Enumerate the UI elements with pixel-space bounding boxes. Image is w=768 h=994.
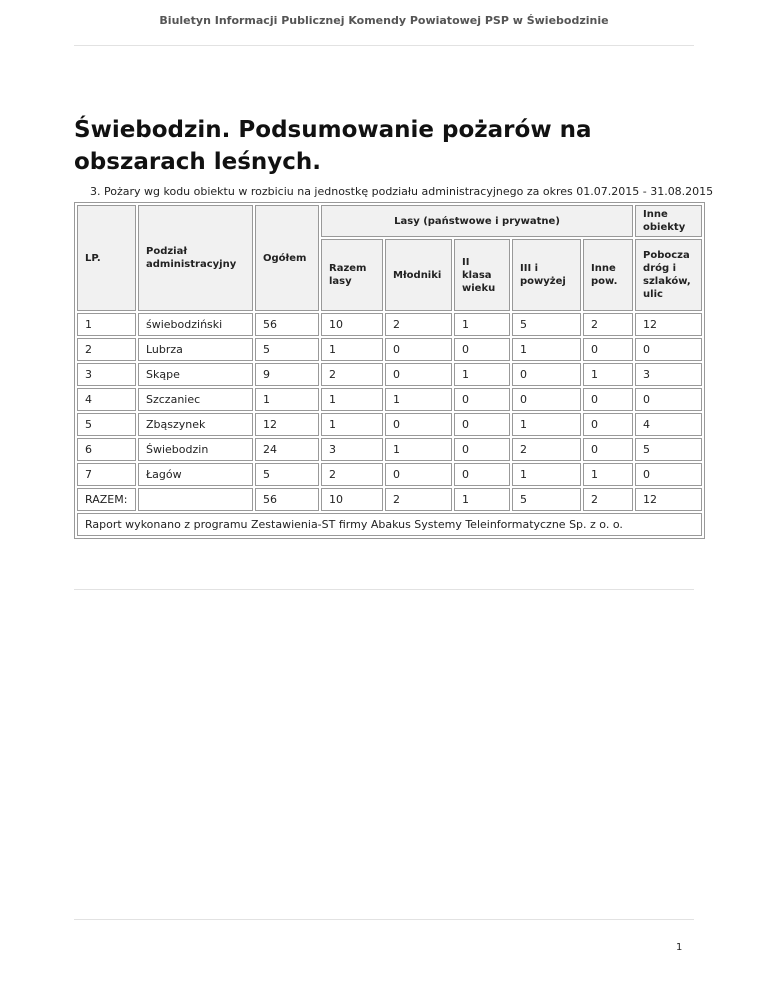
table-row [77,388,702,411]
table-caption: 3. Pożary wg kodu obiektu w rozbiciu na jednostkę podziału administracyjnego za okres 01.07.2015 - 31.08.2015 [90,185,714,198]
report-footer-note: Raport wykonano z programu Zestawienia-ST firmy Abakus Systemy Teleinformatyczne Sp. z o. o. [77,513,702,536]
cell: Lubrza [138,338,253,361]
cell: 5 [635,438,702,461]
cell: 1 [583,463,633,486]
cell: 1 [454,313,510,336]
cell: 5 [255,463,319,486]
cell: 0 [635,388,702,411]
cell: 12 [255,413,319,436]
cell: 5 [255,338,319,361]
cell: 1 [321,338,383,361]
fires-report-table [74,202,705,539]
col-header-young: Młodniki [385,239,452,311]
cell: 1 [321,413,383,436]
table-row [77,438,702,461]
cell: 0 [583,388,633,411]
site-header-title: Biuletyn Informacji Publicznej Komendy Powiatowej PSP w Świebodzinie [159,14,609,27]
cell: 4 [635,413,702,436]
cell: 1 [583,363,633,386]
cell: 3 [321,438,383,461]
cell: 0 [583,438,633,461]
cell: RAZEM: [77,488,136,511]
cell: 56 [255,313,319,336]
cell: 0 [385,363,452,386]
cell: 5 [512,313,581,336]
page-title: Świebodzin. Podsumowanie pożarów na obszarach leśnych. [74,117,592,175]
cell: Zbąszynek [138,413,253,436]
table-row [77,363,702,386]
cell: 0 [512,363,581,386]
table-row [77,413,702,436]
cell: 0 [454,388,510,411]
col-header-unit: Podział administracyjny [138,205,253,311]
table-row [77,313,702,336]
cell: 5 [77,413,136,436]
table-footer-row [77,513,702,536]
table-header-row-groups [77,205,702,237]
header-divider [74,45,694,46]
cell: 4 [77,388,136,411]
cell: 9 [255,363,319,386]
cell: 3 [77,363,136,386]
cell: Łagów [138,463,253,486]
cell: 2 [583,313,633,336]
cell: 0 [454,338,510,361]
cell: 12 [635,488,702,511]
col-group-forests: Lasy (państwowe i prywatne) [321,205,633,237]
cell [138,488,253,511]
cell: 2 [583,488,633,511]
cell: 0 [385,413,452,436]
cell: 0 [583,338,633,361]
table-row [77,463,702,486]
cell: 10 [321,313,383,336]
cell: 0 [385,463,452,486]
cell: 1 [385,388,452,411]
cell: 0 [454,413,510,436]
col-group-other: Inne obiekty [635,205,702,237]
cell: 0 [454,463,510,486]
cell: 56 [255,488,319,511]
cell: 24 [255,438,319,461]
cell: 0 [635,338,702,361]
cell: 0 [454,438,510,461]
cell: 1 [321,388,383,411]
col-header-forest-total: Razem lasy [321,239,383,311]
table-total-row [77,488,702,511]
cell: Szczaniec [138,388,253,411]
cell: 5 [512,488,581,511]
cell: 6 [77,438,136,461]
cell: 1 [255,388,319,411]
cell: 10 [321,488,383,511]
cell: Skąpe [138,363,253,386]
col-header-age-class-2: II klasa wieku [454,239,510,311]
cell: 1 [454,363,510,386]
col-header-lp: LP. [77,205,136,311]
cell: Świebodzin [138,438,253,461]
content-divider [74,589,694,590]
cell: 1 [512,338,581,361]
cell: 3 [635,363,702,386]
page-number: 1 [676,942,683,953]
cell: 12 [635,313,702,336]
col-header-age-class-3: III i powyżej [512,239,581,311]
col-header-other-forest: Inne pow. [583,239,633,311]
cell: 2 [321,363,383,386]
cell: 2 [385,488,452,511]
cell: świebodziński [138,313,253,336]
col-header-total: Ogółem [255,205,319,311]
col-header-roadsides: Pobocza dróg i szlaków, ulic [635,239,702,311]
cell: 0 [583,413,633,436]
cell: 7 [77,463,136,486]
cell: 1 [512,463,581,486]
cell: 1 [77,313,136,336]
cell: 0 [385,338,452,361]
cell: 1 [512,413,581,436]
cell: 0 [635,463,702,486]
cell: 1 [385,438,452,461]
cell: 2 [385,313,452,336]
cell: 1 [454,488,510,511]
footer-divider [74,919,694,920]
cell: 2 [321,463,383,486]
cell: 0 [512,388,581,411]
cell: 2 [77,338,136,361]
table-row [77,338,702,361]
cell: 2 [512,438,581,461]
